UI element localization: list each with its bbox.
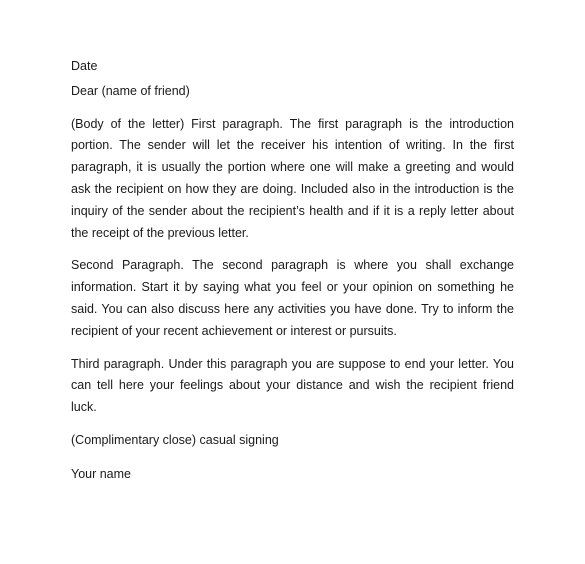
letter-paragraph-second: Second Paragraph. The second paragraph is where you shall exchange information. Start it by saying what you feel or your opinion on something he said. You can also discuss here any activities you have done. Try to inform the recipient of your recent achievement or interest or pursuits.	[71, 258, 514, 338]
letter-salutation: Dear (name of friend)	[71, 83, 190, 98]
letter-paragraph-first: (Body of the letter) First paragraph. The first paragraph is the introduction portion. The sender will let the receiver his intention of writing. In the first paragraph, it is usually the portion where one will make a greeting and would ask the recipient on how they are doing. Included also in the introduction is the inquiry of the sender about the recipient’s health and if it is a reply letter about the receipt of the previous letter.	[71, 116, 514, 240]
letter-closing: (Complimentary close) casual signing	[71, 432, 279, 447]
letter-page	[71, 56, 514, 486]
letter-date: Date	[71, 59, 98, 73]
letter-signature: Your name	[71, 466, 131, 481]
letter-paragraph-third: Third paragraph. Under this paragraph you are suppose to end your letter. You can tell here your feelings about your distance and wish the recipient friend luck.	[71, 356, 514, 415]
